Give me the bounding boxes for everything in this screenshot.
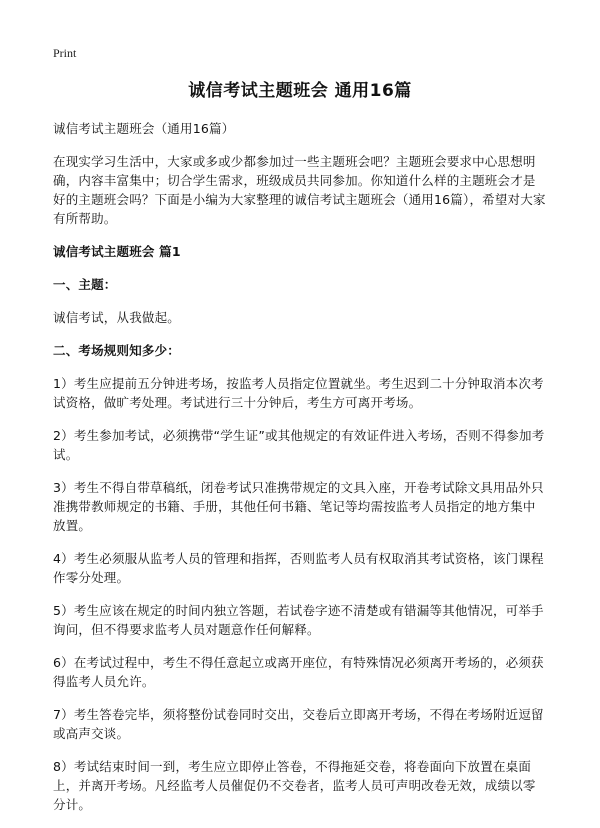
rule-item: 5）考生应该在规定的时间内独立答题，若试卷字迹不清楚或有错漏等其他情况，可举手询问，但不得要求监考人员对题意作任何解释。 <box>53 603 544 637</box>
print-link[interactable]: Print <box>53 46 77 60</box>
rule-item: 2）考生参加考试，必须携带“学生证”或其他规定的有效证件进入考场，否则不得参加考试。 <box>53 428 545 462</box>
rule-item: 8）考试结束时间一到，考生应立即停止答卷，不得拖延交卷，将卷面向下放置在桌面上，并离开考场。凡经监考人员催促仍不交卷者，监考人员可声明改卷无效，成绩以零分计。 <box>53 759 536 812</box>
section-title: 诚信考试主题班会 篇1 <box>53 244 181 259</box>
rule-item: 6）在考试过程中，考生不得任意起立或离开座位，有特殊情况必须离开考场的，必须获得监考人员允许。 <box>53 655 544 689</box>
document-subtitle: 诚信考试主题班会（通用16篇） <box>53 121 235 136</box>
rule-item: 4）考生必须服从监考人员的管理和指挥，否则监考人员有权取消其考试资格，该门课程作零分处理。 <box>53 551 544 585</box>
heading-rules: 二、考场规则知多少： <box>53 343 181 358</box>
page-title: 诚信考试主题班会 通用16篇 <box>188 81 412 101</box>
heading-theme: 一、主题： <box>53 277 117 292</box>
rule-item: 1）考生应提前五分钟进考场，按监考人员指定位置就坐。考生迟到二十分钟取消本次考试资格，做旷考处理。考试进行三十分钟后，考生方可离开考场。 <box>53 376 544 410</box>
rule-item: 3）考生不得自带草稿纸，闭卷考试只准携带规定的文具入座，开卷考试除文具用品外只准携带教师规定的书籍、手册，其他任何书籍、笔记等均需按监考人员指定的地方集中放置。 <box>53 480 544 533</box>
intro-paragraph: 在现实学习生活中，大家或多或少都参加过一些主题班会吧？主题班会要求中心思想明确，内容丰富集中；切合学生需求，班级成员共同参加。你知道什么样的主题班会才是好的主题班会吗？下面是小编为大家整理的诚信考试主题班会（通用16篇），希望对大家有所帮助。 <box>53 154 546 226</box>
theme-text: 诚信考试，从我做起。 <box>53 310 181 325</box>
rule-item: 7）考生答卷完毕，须将整份试卷同时交出，交卷后立即离开考场，不得在考场附近逗留或高声交谈。 <box>53 707 544 741</box>
